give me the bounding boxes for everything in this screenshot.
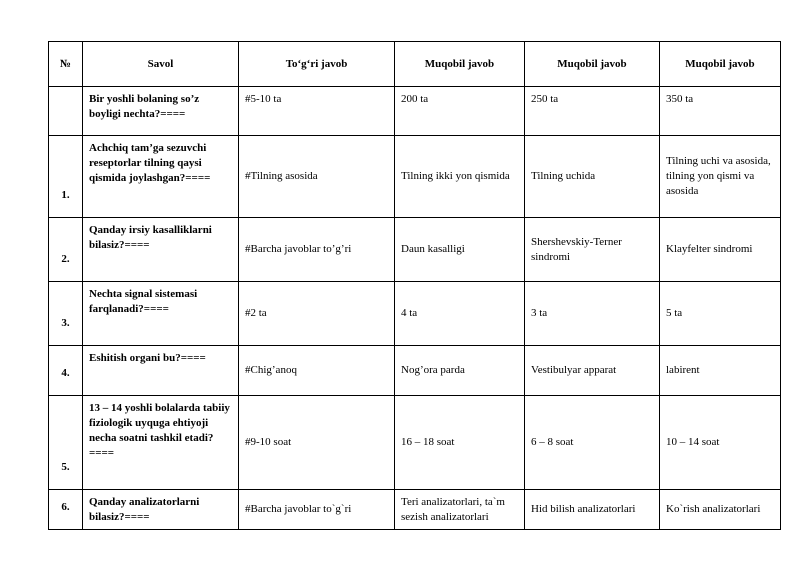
alternative-answer-cell: labirent — [660, 346, 781, 396]
row-number: 3. — [49, 282, 83, 346]
header-alternative-answer-2: Muqobil javob — [525, 42, 660, 87]
correct-answer-cell: #Tilning asosida — [239, 136, 395, 218]
question-cell: Achchiq tam’ga sezuvchi reseptorlar tilning qaysi qismida joylashgan?==== — [83, 136, 239, 218]
question-cell: Qanday analizatorlarni bilasiz?==== — [83, 490, 239, 530]
correct-answer-cell: #5-10 ta — [239, 87, 395, 136]
question-cell: Bir yoshli bolaning so’z boyligi nechta?==== — [83, 87, 239, 136]
question-cell: Nechta signal sistemasi farqlanadi?==== — [83, 282, 239, 346]
alternative-answer-cell: Tilning ikki yon qismida — [395, 136, 525, 218]
header-question: Savol — [83, 42, 239, 87]
alternative-answer-cell: 16 – 18 soat — [395, 396, 525, 490]
correct-answer-cell: #9-10 soat — [239, 396, 395, 490]
question-cell: Qanday irsiy kasalliklarni bilasiz?==== — [83, 218, 239, 282]
row-number: 4. — [49, 346, 83, 396]
alternative-answer-cell: Teri analizatorlari, ta`m sezish analizatorlari — [395, 490, 525, 530]
alternative-answer-cell: Tilning uchi va asosida, tilning yon qismi va asosida — [660, 136, 781, 218]
alternative-answer-cell: Hid bilish analizatorlari — [525, 490, 660, 530]
alternative-answer-cell: 200 ta — [395, 87, 525, 136]
table-row — [49, 282, 781, 346]
table-row — [49, 218, 781, 282]
alternative-answer-cell: 250 ta — [525, 87, 660, 136]
correct-answer-cell: #Barcha javoblar to`g`ri — [239, 490, 395, 530]
table-row — [49, 490, 781, 530]
correct-answer-cell: #Barcha javoblar to’g’ri — [239, 218, 395, 282]
alternative-answer-cell: Daun kasalligi — [395, 218, 525, 282]
row-number: 6. — [49, 490, 83, 530]
alternative-answer-cell: 5 ta — [660, 282, 781, 346]
alternative-answer-cell: Vestibulyar apparat — [525, 346, 660, 396]
correct-answer-cell: #Chig’anoq — [239, 346, 395, 396]
header-alternative-answer-1: Muqobil javob — [395, 42, 525, 87]
question-cell: Eshitish organi bu?==== — [83, 346, 239, 396]
correct-answer-cell: #2 ta — [239, 282, 395, 346]
alternative-answer-cell: 4 ta — [395, 282, 525, 346]
alternative-answer-cell: Nog’ora parda — [395, 346, 525, 396]
alternative-answer-cell: Shershevskiy-Terner sindromi — [525, 218, 660, 282]
row-number: 1. — [49, 136, 83, 218]
table-row — [49, 136, 781, 218]
header-correct-answer: To‘g‘ri javob — [239, 42, 395, 87]
alternative-answer-cell: 350 ta — [660, 87, 781, 136]
header-alternative-answer-3: Muqobil javob — [660, 42, 781, 87]
question-cell: 13 – 14 yoshli bolalarda tabiiy fiziologik uyquga ehtiyoji necha soatni tashkil etadi? ==== — [83, 396, 239, 490]
alternative-answer-cell: Ko`rish analizatorlari — [660, 490, 781, 530]
table-row — [49, 346, 781, 396]
header-row — [49, 42, 781, 87]
header-num: № — [49, 42, 83, 87]
row-number: 2. — [49, 218, 83, 282]
alternative-answer-cell: 10 – 14 soat — [660, 396, 781, 490]
alternative-answer-cell: Tilning uchida — [525, 136, 660, 218]
table-row — [49, 396, 781, 490]
quiz-table — [48, 41, 781, 530]
alternative-answer-cell: Klayfelter sindromi — [660, 218, 781, 282]
alternative-answer-cell: 3 ta — [525, 282, 660, 346]
row-number: 5. — [49, 396, 83, 490]
table-row — [49, 87, 781, 136]
alternative-answer-cell: 6 – 8 soat — [525, 396, 660, 490]
row-number — [49, 87, 83, 136]
